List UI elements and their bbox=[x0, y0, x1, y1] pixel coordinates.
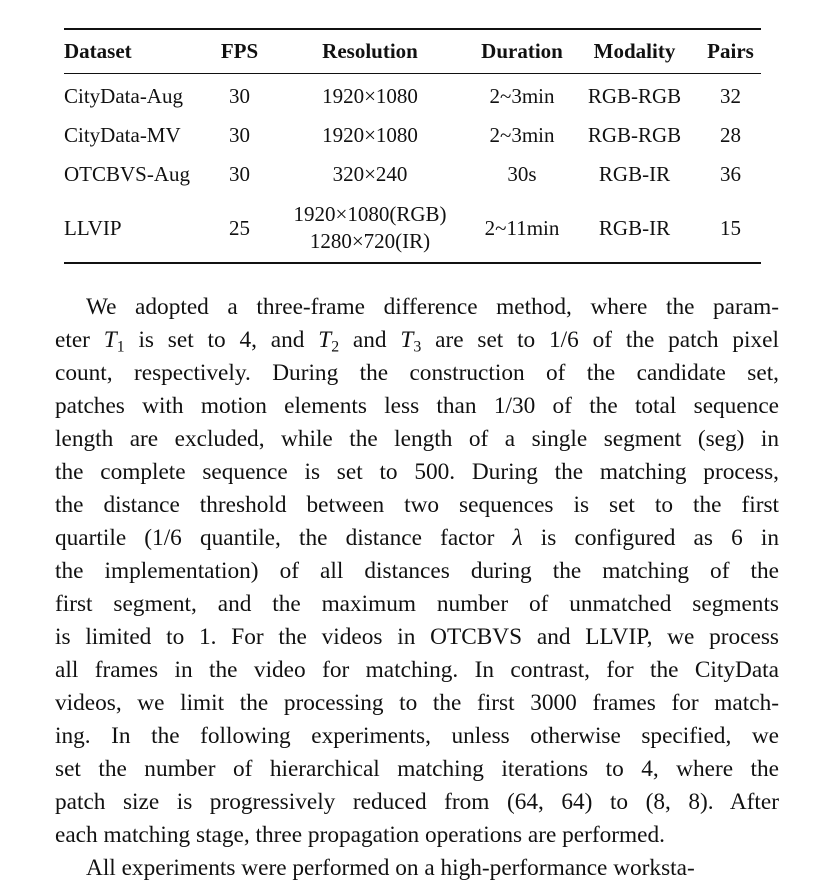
resolution-ir: 1280×720(IR) bbox=[309, 229, 431, 253]
text-line: ing. In the following experiments, unless otherwise specified, we bbox=[55, 723, 779, 749]
cell-duration: 2~3min bbox=[489, 123, 555, 147]
text-fragment: eter bbox=[55, 327, 104, 353]
cell-dataset: OTCBVS-Aug bbox=[64, 162, 191, 186]
cell-fps: 30 bbox=[229, 84, 250, 108]
text-line bbox=[55, 324, 779, 357]
cell-resolution bbox=[265, 201, 475, 255]
cell-modality: RGB-IR bbox=[598, 162, 671, 186]
symbol-t2: T bbox=[318, 327, 332, 353]
table-row bbox=[64, 155, 761, 194]
text-fragment: quartile (1/6 quantile, the distance factor bbox=[55, 525, 513, 551]
cell-dataset: CityData-Aug bbox=[64, 84, 183, 108]
header-pairs: Pairs bbox=[707, 39, 754, 63]
text-line: patches with motion elements less than 1/30 of the total sequence bbox=[55, 393, 779, 419]
header-duration: Duration bbox=[481, 39, 563, 63]
text-fragment: are set to 1/6 of the patch pixel bbox=[421, 327, 779, 353]
dataset-table bbox=[64, 28, 761, 264]
cell-pairs: 15 bbox=[720, 215, 741, 240]
cell-fps: 30 bbox=[229, 162, 250, 186]
cell-duration: 2~3min bbox=[489, 84, 555, 108]
text-line: the distance threshold between two sequences is set to the first bbox=[55, 492, 779, 518]
body-paragraph bbox=[55, 291, 779, 885]
cell-modality: RGB-RGB bbox=[587, 84, 682, 108]
text-fragment: is set to 4, and bbox=[124, 327, 319, 353]
text-line: We adopted a three-frame difference method, where the param- bbox=[86, 294, 779, 320]
text-line: length are excluded, while the length of a single segment (seg) in bbox=[55, 426, 779, 452]
cell-pairs: 32 bbox=[720, 84, 741, 108]
text-line: All experiments were performed on a high-performance worksta- bbox=[86, 855, 695, 881]
header-dataset: Dataset bbox=[64, 39, 132, 63]
text-fragment: and bbox=[339, 327, 401, 353]
cell-duration: 30s bbox=[507, 162, 537, 186]
cell-dataset: LLVIP bbox=[64, 215, 122, 240]
cell-fps: 25 bbox=[229, 215, 250, 240]
header-modality: Modality bbox=[593, 39, 676, 63]
symbol-lambda: λ bbox=[512, 525, 523, 551]
cell-modality: RGB-IR bbox=[598, 215, 671, 240]
text-line: first segment, and the maximum number of unmatched segments bbox=[55, 591, 779, 617]
text-line: all frames in the video for matching. In contrast, for the CityData bbox=[55, 657, 779, 683]
table-row bbox=[64, 77, 761, 116]
table-header-row bbox=[64, 30, 761, 74]
symbol-t3: T bbox=[400, 327, 414, 353]
text-line: each matching stage, three propagation operations are performed. bbox=[55, 822, 665, 848]
text-line: videos, we limit the processing to the first 3000 frames for match- bbox=[55, 690, 779, 716]
cell-pairs: 28 bbox=[720, 123, 741, 147]
text-line: is limited to 1. For the videos in OTCBVS and LLVIP, we process bbox=[55, 624, 779, 650]
text-line: the complete sequence is set to 500. During the matching process, bbox=[55, 459, 779, 485]
text-line: patch size is progressively reduced from (64, 64) to (8, 8). After bbox=[55, 789, 779, 815]
text-line: set the number of hierarchical matching iterations to 4, where the bbox=[55, 756, 779, 782]
text-line: the implementation) of all distances during the matching of the bbox=[55, 558, 779, 584]
cell-pairs: 36 bbox=[720, 162, 741, 186]
cell-resolution: 1920×1080 bbox=[322, 84, 418, 108]
header-resolution: Resolution bbox=[322, 39, 418, 63]
table-row bbox=[64, 116, 761, 155]
cell-dataset: CityData-MV bbox=[64, 123, 181, 147]
text-line bbox=[55, 522, 779, 555]
cell-modality: RGB-RGB bbox=[587, 123, 682, 147]
symbol-t1: T bbox=[103, 327, 117, 353]
cell-fps: 30 bbox=[229, 123, 250, 147]
cell-duration: 2~11min bbox=[484, 215, 560, 240]
text-line: count, respectively. During the construction of the candidate set, bbox=[55, 360, 779, 386]
subscript-2: 2 bbox=[331, 338, 340, 356]
cell-resolution: 320×240 bbox=[332, 162, 408, 186]
subscript-1: 1 bbox=[116, 338, 125, 356]
resolution-rgb: 1920×1080(RGB) bbox=[293, 202, 447, 226]
cell-resolution: 1920×1080 bbox=[322, 123, 418, 147]
subscript-3: 3 bbox=[413, 338, 422, 356]
text-fragment: is configured as 6 in bbox=[522, 525, 780, 551]
header-fps: FPS bbox=[220, 39, 259, 63]
table-row bbox=[64, 194, 761, 262]
